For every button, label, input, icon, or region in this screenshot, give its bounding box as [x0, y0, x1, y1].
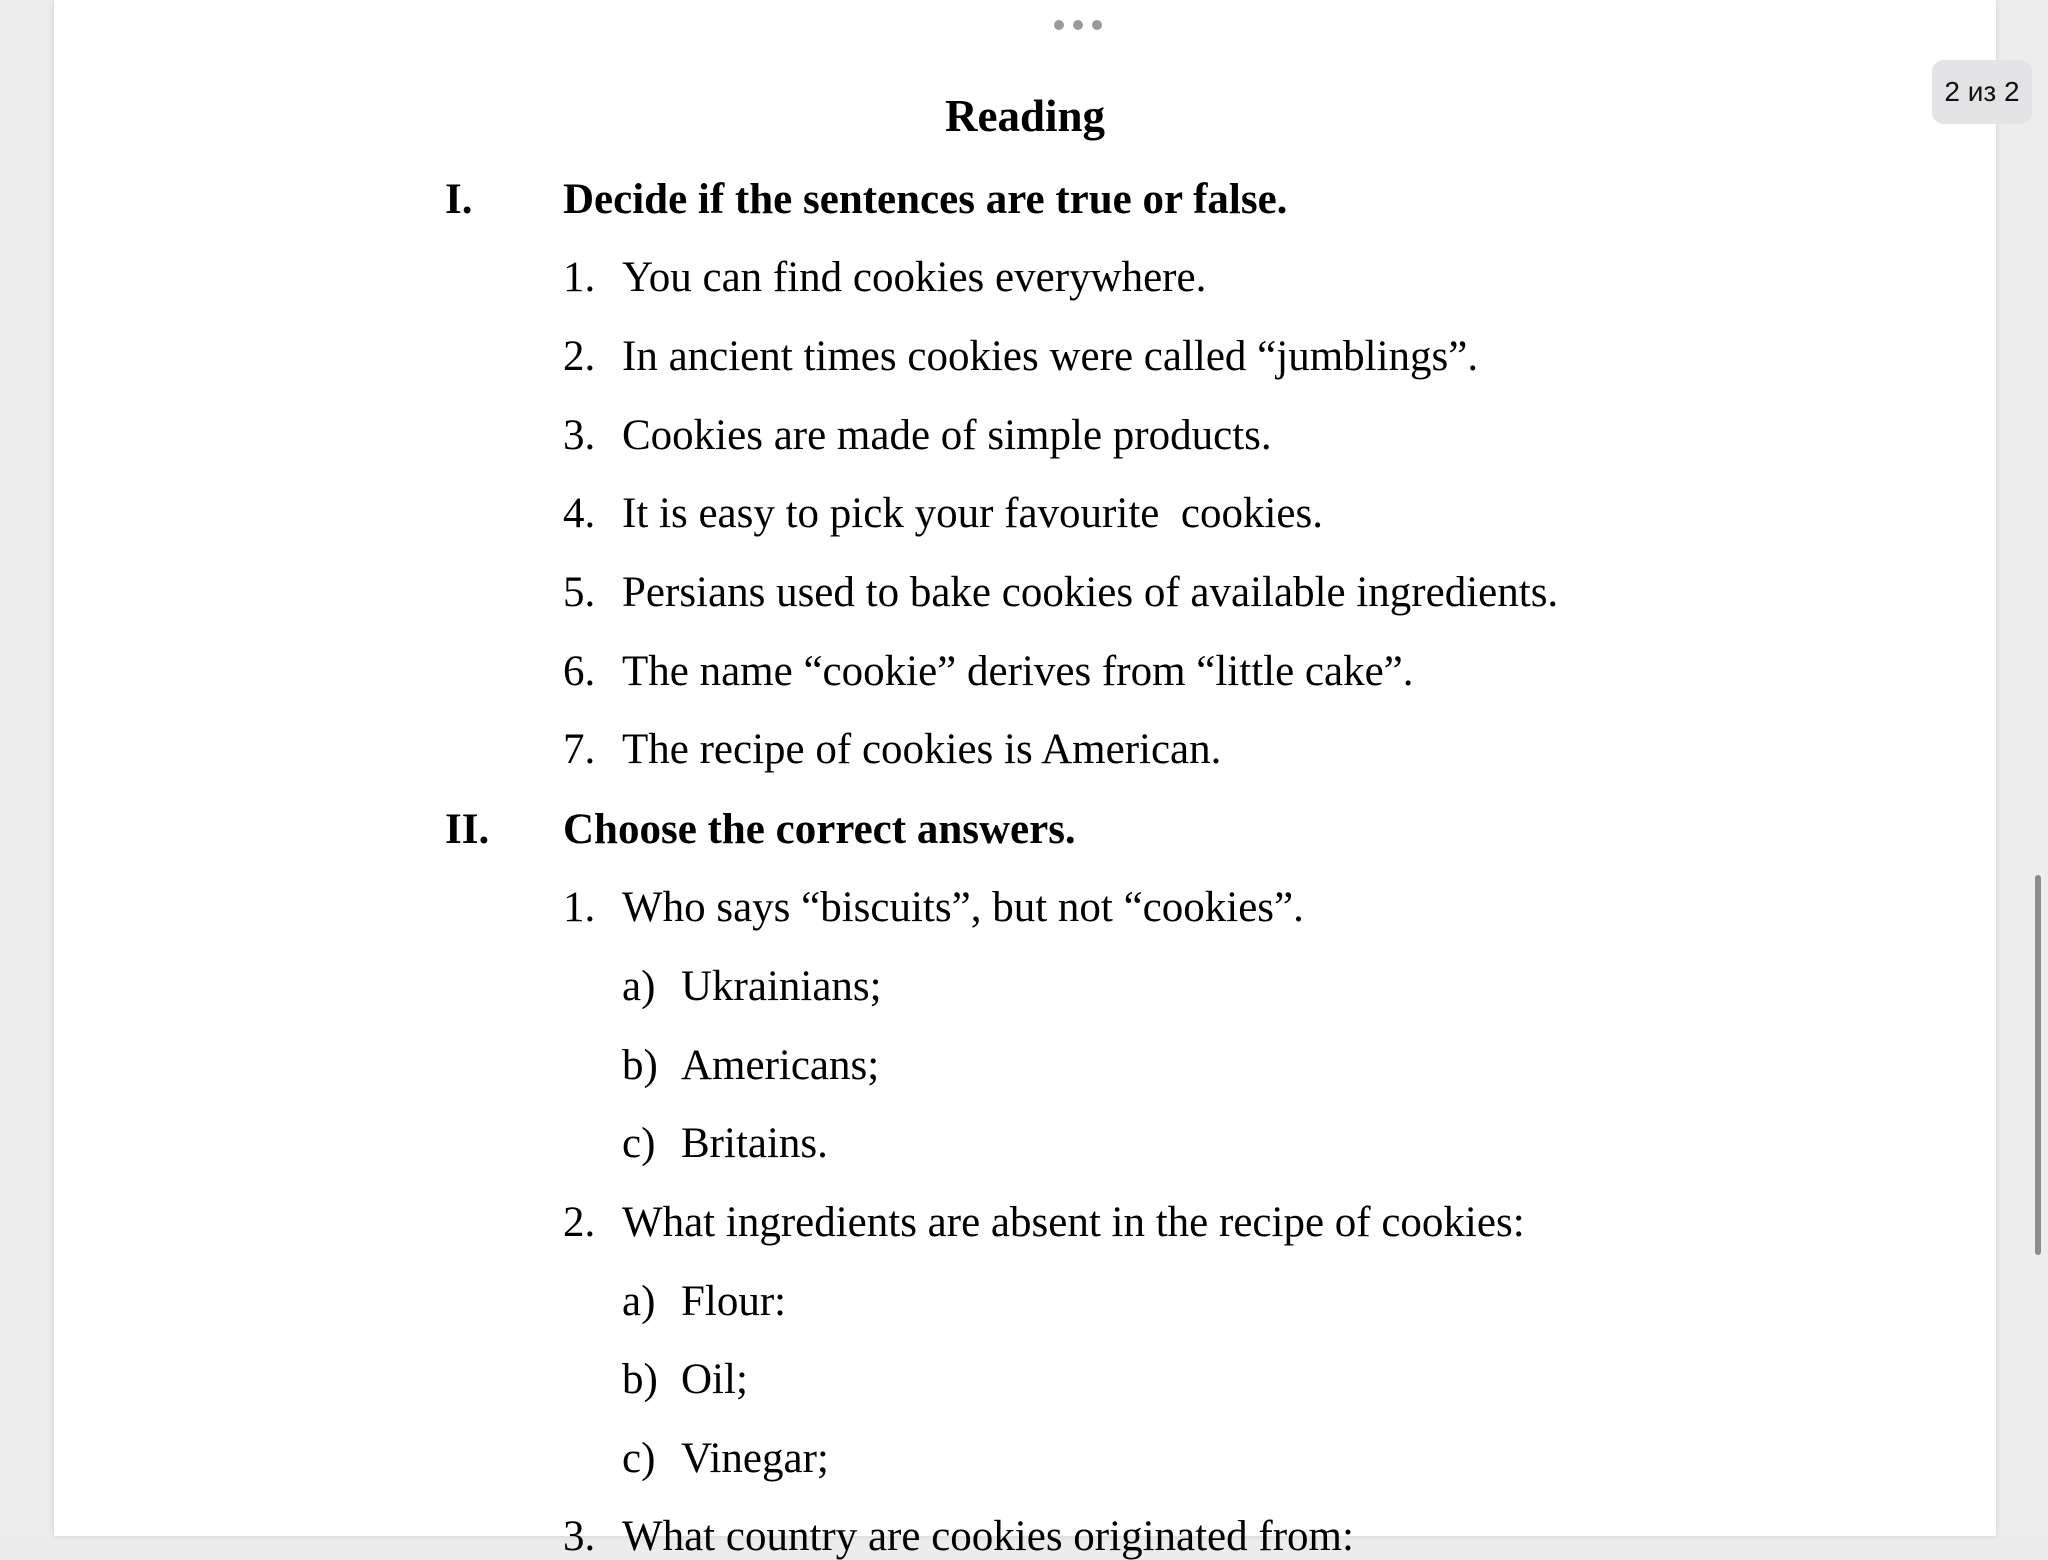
option-text: Americans; — [681, 1042, 880, 1089]
list-item: In ancient times cookies were called “jumblings”. — [622, 333, 1479, 380]
question-number: 2. — [563, 1199, 596, 1246]
list-item-number: 6. — [563, 648, 596, 695]
list-item: Cookies are made of simple products. — [622, 412, 1272, 459]
option-letter: a) — [622, 963, 656, 1010]
section1-heading: Decide if the sentences are true or false. — [563, 176, 1288, 223]
document-title: Reading — [944, 91, 1106, 141]
list-item: You can find cookies everywhere. — [622, 254, 1207, 301]
question-number: 3. — [563, 1513, 596, 1560]
option-text: Britains. — [681, 1120, 828, 1167]
option-letter: c) — [622, 1120, 656, 1167]
question-text: Who says “biscuits”, but not “cookies”. — [622, 884, 1304, 931]
list-item: It is easy to pick your favourite cookies. — [622, 490, 1323, 537]
question-number: 1. — [563, 884, 596, 931]
option-text: Flour: — [681, 1278, 787, 1325]
section1-numeral: I. — [445, 176, 473, 223]
ellipsis-icon[interactable] — [1054, 18, 1102, 32]
dot — [1073, 20, 1083, 30]
question-text: What country are cookies originated from: — [622, 1513, 1354, 1560]
scrollbar-thumb[interactable] — [2035, 875, 2041, 1255]
option-text: Vinegar; — [681, 1435, 829, 1482]
option-letter: b) — [622, 1042, 658, 1089]
list-item-number: 7. — [563, 726, 596, 773]
question-text: What ingredients are absent in the recipe of cookies: — [622, 1199, 1525, 1246]
list-item: The name “cookie” derives from “little cake”. — [622, 648, 1414, 695]
list-item-number: 2. — [563, 333, 596, 380]
list-item-number: 5. — [563, 569, 596, 616]
dot — [1054, 20, 1064, 30]
section2-numeral: II. — [445, 806, 490, 853]
option-text: Ukrainians; — [681, 963, 882, 1010]
list-item: The recipe of cookies is American. — [622, 726, 1222, 773]
dot — [1092, 20, 1102, 30]
option-letter: a) — [622, 1278, 656, 1325]
page-counter-badge: 2 из 2 — [1932, 60, 2032, 124]
list-item-number: 3. — [563, 412, 596, 459]
list-item: Persians used to bake cookies of available ingredients. — [622, 569, 1559, 616]
section2-heading: Choose the correct answers. — [563, 806, 1076, 853]
option-letter: c) — [622, 1435, 656, 1482]
option-letter: b) — [622, 1356, 658, 1403]
list-item-number: 4. — [563, 490, 596, 537]
list-item-number: 1. — [563, 254, 596, 301]
option-text: Oil; — [681, 1356, 748, 1403]
